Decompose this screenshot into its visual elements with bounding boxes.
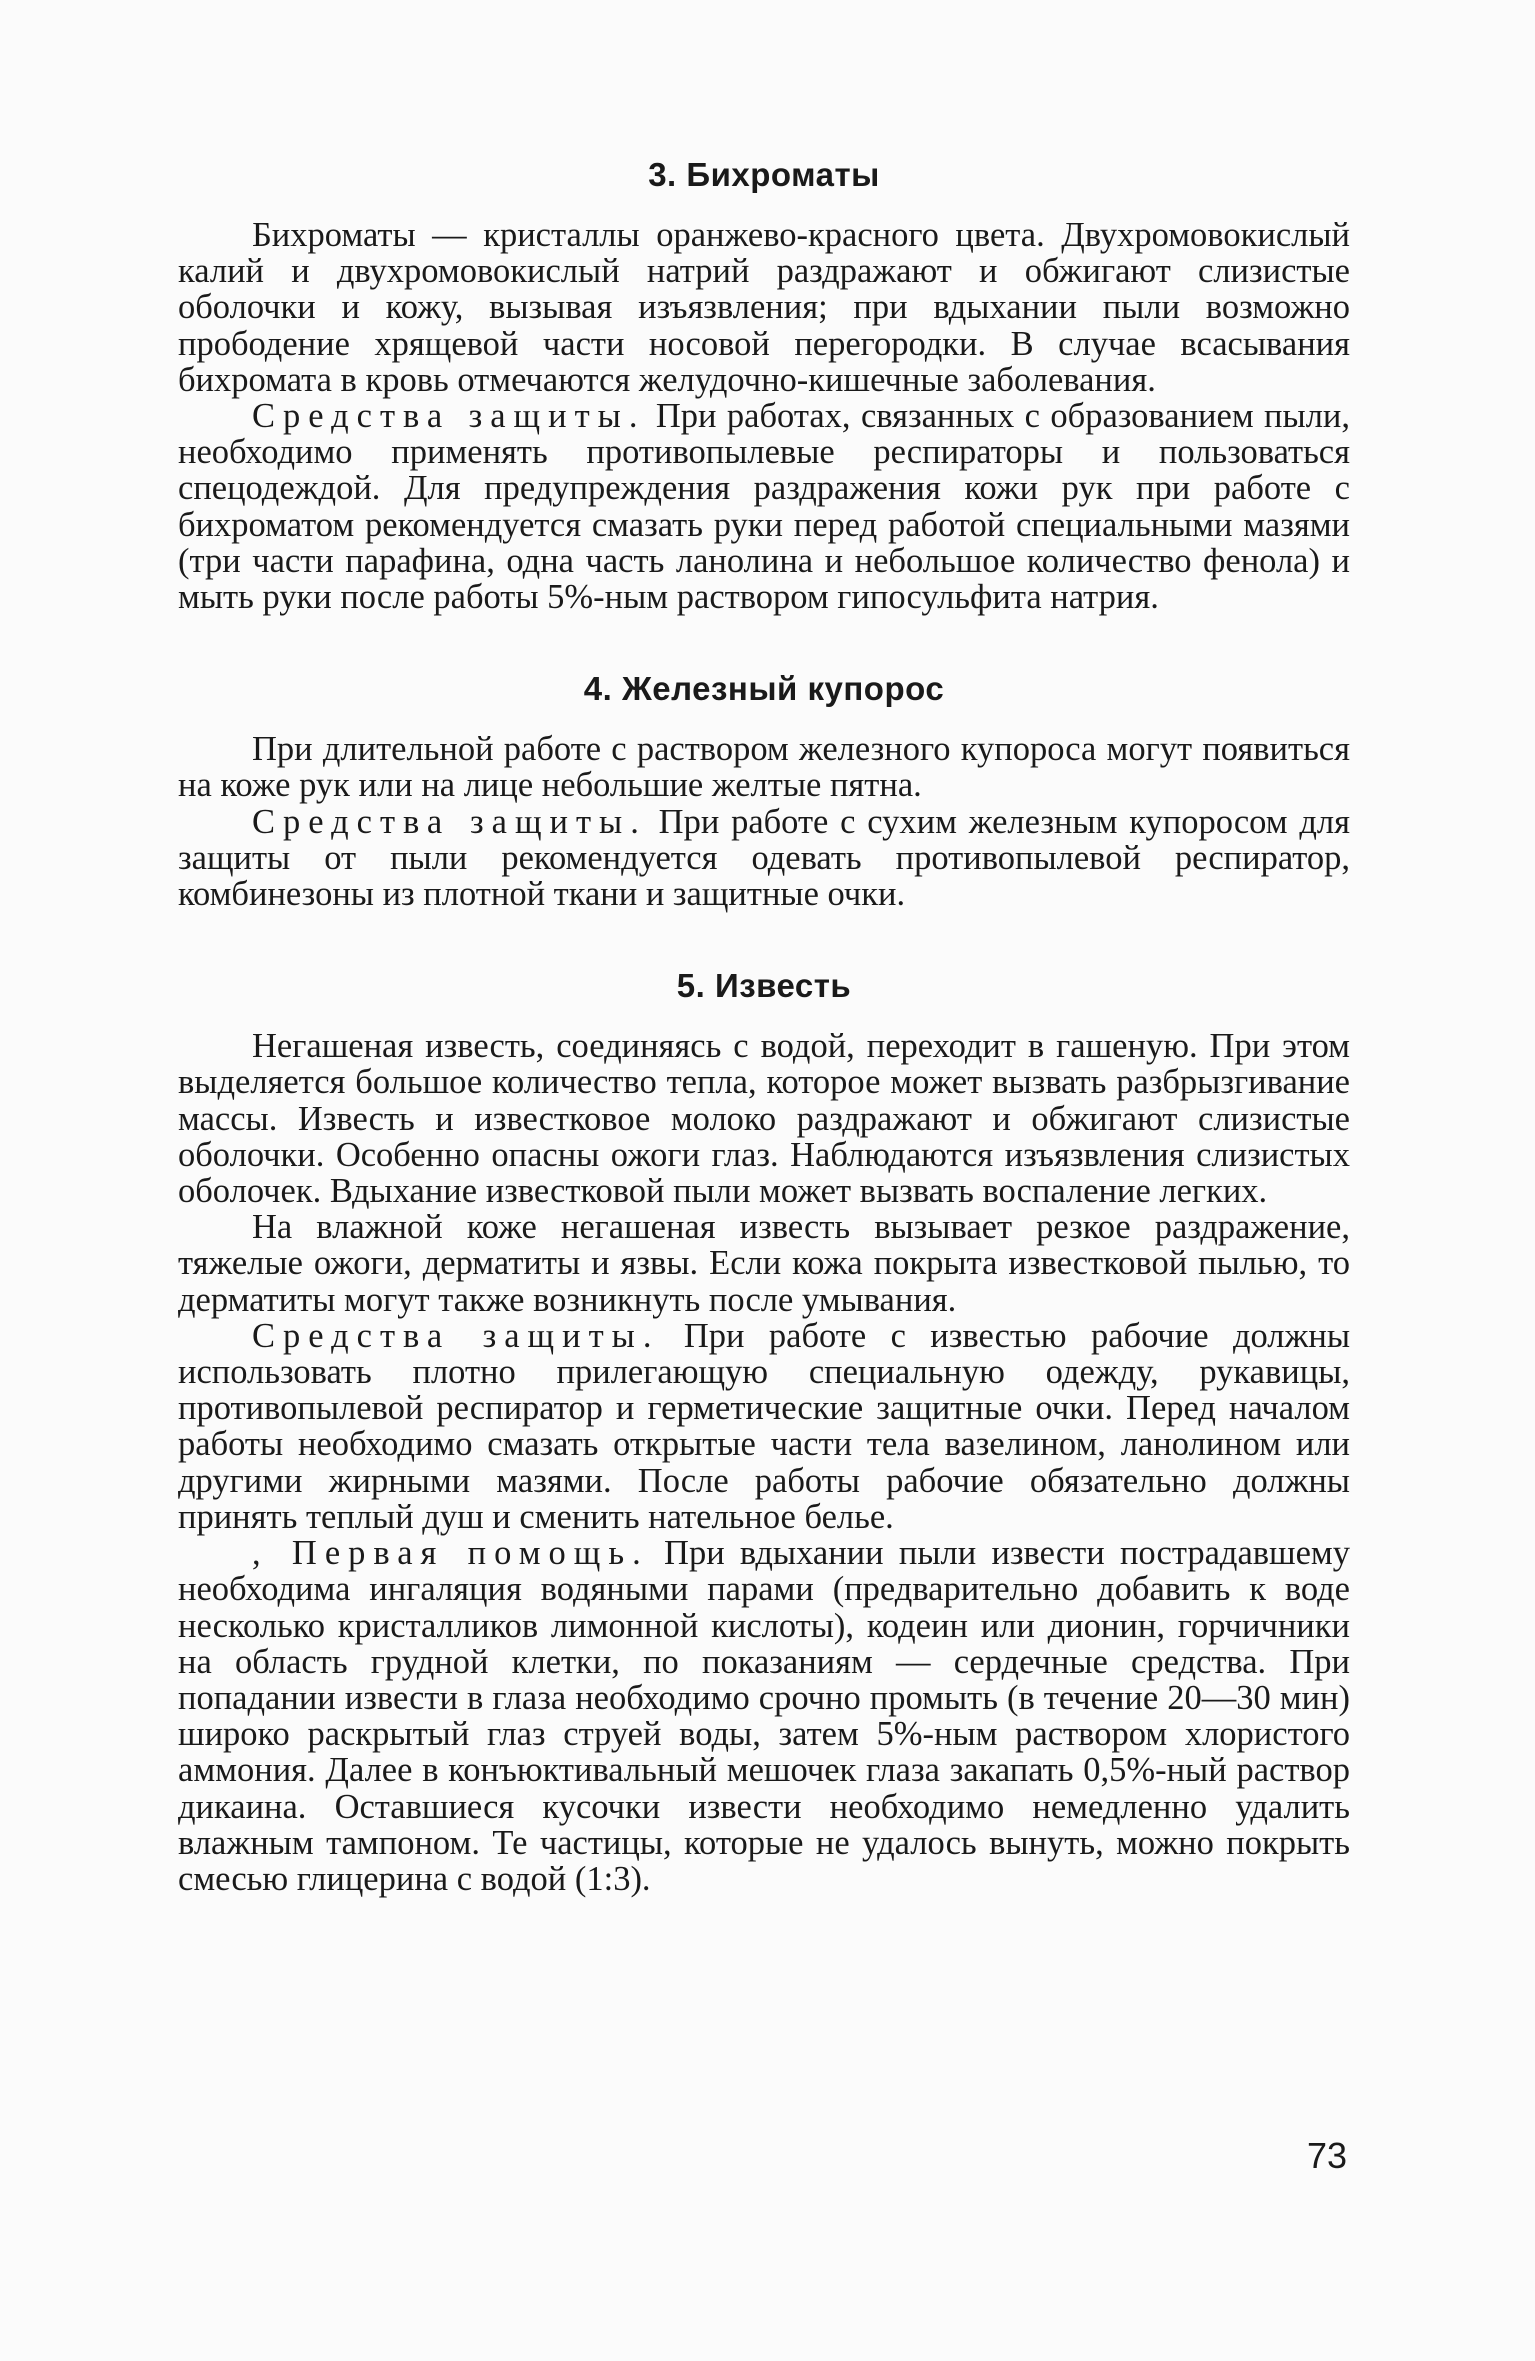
paragraph bbox=[178, 1028, 1350, 1209]
section-bichromates bbox=[178, 155, 1350, 615]
paragraph bbox=[178, 1318, 1350, 1535]
paragraph-text: При длительной работе с раствором железного купороса могут появиться на коже рук или на лице небольшие желтые пятна. bbox=[178, 730, 1350, 805]
paragraph-text: На влажной коже негашеная известь вызывает резкое раздражение, тяжелые ожоги, дерматиты и язвы. Если кожа покрыта известковой пылью, то дерматиты могут также возникнуть после умывания. bbox=[178, 1208, 1350, 1319]
paragraph-text: При вдыхании пыли извести пострадавшему необходима ингаляция водяными парами (предварительно добавить к воде несколько кристалликов лимонной кислоты), кодеин или дионин, горчичники на область грудной клетки, по показаниям — сердечные средства. При попадании извести в глаза необходимо срочно промыть (в течение 20—30 мин) широко раскрытый глаз струей воды, затем 5%-ным раствором хлористого аммония. Далее в конъюктивальный мешочек глаза закапать 0,5%-ный раствор дикаина. Оставшиеся кусочки извести необходимо немедленно удалить влажным тампоном. Те частицы, которые не удалось вынуть, можно покрыть смесью глицерина с водой (1:3). bbox=[178, 1534, 1351, 1898]
paragraph-lead: Средства защиты. bbox=[252, 1316, 660, 1355]
paragraph-text: При работах, связанных с образованием пыли, необходимо применять противопылевые респираторы и пользоваться спецодеждой. Для предупреждения раздражения кожи рук при работе с бихроматом рекомендуется смазать руки перед работой специальными мазями (три части парафина, одна часть ланолина и небольшое количество фенола) и мыть руки после работы 5%-ным раствором гипосульфита натрия. bbox=[178, 397, 1351, 617]
paragraph-lead: , Первая помощь. bbox=[252, 1534, 649, 1573]
paragraph bbox=[178, 1535, 1350, 1897]
paragraph-text: Негашеная известь, соединяясь с водой, переходит в гашеную. При этом выделяется большое количество тепла, которое может вызвать разбрызгивание массы. Известь и известковое молоко раздражают и обжигают слизистые оболочки. Особенно опасны ожоги глаз. Наблюдаются изъязвления слизистых оболочек. Вдыхание известковой пыли может вызвать воспаление легких. bbox=[178, 1027, 1350, 1211]
paragraph-lead: Средства защиты. bbox=[252, 397, 646, 436]
paragraph bbox=[178, 398, 1350, 615]
paragraph bbox=[178, 804, 1350, 913]
section-iron-sulfate bbox=[178, 669, 1350, 912]
page-number: 73 bbox=[1306, 2135, 1347, 2176]
section-heading: 5. Известь bbox=[676, 967, 852, 1005]
section-lime bbox=[178, 966, 1350, 1897]
paragraph bbox=[178, 1209, 1350, 1318]
paragraph-text: При работе с сухим железным купоросом для защиты от пыли рекомендуется одевать противопылевой респиратор, комбинезоны из плотной ткани и защитные очки. bbox=[178, 802, 1350, 914]
section-heading: 3. Бихроматы bbox=[648, 156, 880, 193]
page-body bbox=[178, 155, 1350, 1951]
paragraph bbox=[178, 731, 1350, 803]
paragraph-lead: Средства защиты. bbox=[252, 802, 647, 841]
section-heading: 4. Железный купорос bbox=[583, 670, 945, 708]
paragraph-text: Бихроматы — кристаллы оранжево-красного цвета. Двухромовокислый калий и двухромовокислый натрий раздражают и обжигают слизистые оболочки и кожу, вызывая изъязвления; при вдыхании пыли возможно прободение хрящевой части носовой перегородки. В случае всасывания бихромата в кровь отмечаются желудочно-кишечные заболевания. bbox=[178, 216, 1350, 399]
paragraph-text: При работе с известью рабочие должны использовать плотно прилегающую специальную одежду, рукавицы, противопылевой респиратор и герметические защитные очки. Перед началом работы необходимо смазать открытые части тела вазелином, ланолином или другими жирными мазями. После работы рабочие обязательно должны принять теплый душ и сменить нательное белье. bbox=[178, 1316, 1350, 1536]
paragraph bbox=[178, 217, 1350, 398]
